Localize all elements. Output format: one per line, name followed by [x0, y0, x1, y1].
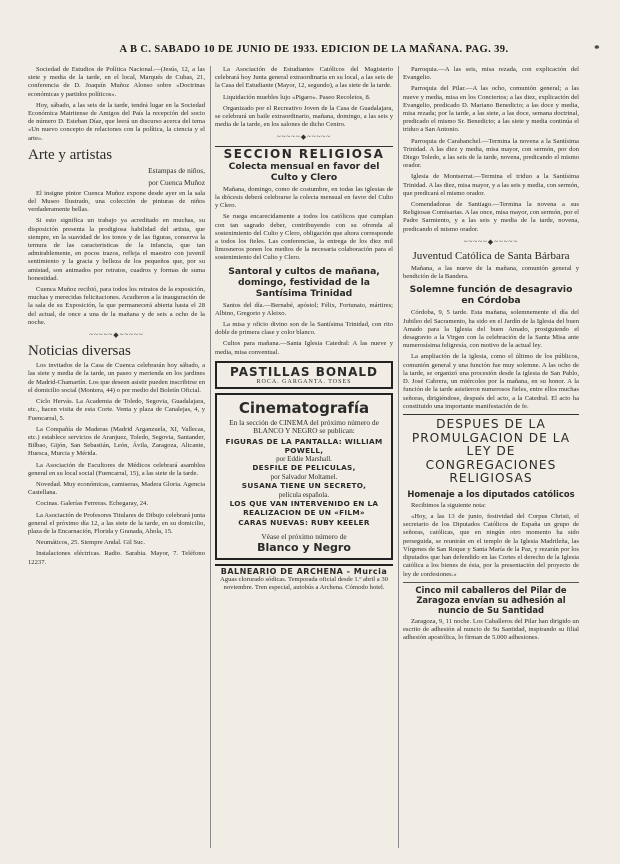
ad-cine-item: LOS QUE VAN INTERVENIDO EN LA REALIZACION DE UN «FILM» — [229, 499, 379, 517]
arte-subtitle: Estampas de niños, — [148, 165, 205, 175]
section-title-noticias: Noticias diversas — [28, 343, 131, 360]
juventud-paragraph: Mañana, a las nueve de la mañana, comunión general y bendición de la Bandera. — [403, 265, 579, 281]
noticia-item: Los invitados de la Casa de Cuenca celebrarán hoy sábado, a las siete y media de la tarde, un paseo y merienda en los jardines de Madrid-Chamartín. Los que deseen asistir pueden inscribirse en el domicilio social (Montera, 44) o por medio del Boletín Oficial. — [28, 362, 205, 394]
noticia-item: Cocinas. Galerías Ferreras. Echegaray, 24. — [36, 500, 148, 508]
noticia-item: La Asociación de Profesores Titulares de Dibujo celebrará junta general el próximo día 12, a las siete de la tarde, en su domicilio, plaza de la Encarnación, Florida y Granada, Ahola, 15. — [28, 511, 205, 535]
colecta-paragraph: Se ruega encarecidamente a todos los católicos que cumplan con tan sagrado deber, contribuyendo con su ofrenda al sostenimiento del Culto y Clero, obligación que ahora corresponde a todos los fieles. Las conferencias, la entrega de los diez mil limosneros ponen los medios de la necesaria colaboración para el sostenimiento del Culto y Clero. — [215, 213, 393, 262]
ad-cine-magazine: Blanco y Negro — [257, 540, 351, 554]
headline-santoral: Santoral y cultos de mañana, domingo, festividad de la Santísima Trinidad — [228, 265, 380, 299]
ornament-separator: ~~~~~◆~~~~~ — [463, 237, 519, 246]
culto-item: Iglesia de Montserrat.—Termina el triduo a la Santísima Trinidad. A las diez, misa mayor, y a las seis y media, con sermón, que predicará el mismo orador. — [403, 173, 579, 197]
ad-cine-item: SUSANA TIENE UN SECRETO, — [241, 481, 367, 491]
ad-balneario-text: Aguas clorurado sódicas. Temporada oficial desde 1.º abril a 30 noviembre. Tren especial, autobús a Archena. Cómodo hotel. — [220, 576, 388, 592]
ad-bonald-subtitle: ROCA. GARGANTA. TOSES — [256, 378, 352, 385]
ad-cine-footer: Véase el próximo número de — [261, 531, 347, 541]
ad-cine-subitem: por Salvador Moltamel. — [270, 473, 338, 482]
section-title-religiosa: SECCION RELIGIOSA — [215, 146, 393, 158]
headline-solemne-funcion: Solemne función de desagravio en Córdoba — [409, 284, 573, 307]
ad-pastillas-bonald — [215, 361, 393, 389]
noticia-item: La Compañía de Maderas (Madrid Arganzuela, XI, Vallecas, etc.) establece servicios de Aranjuez, Toledo, Segovia, Santander, Bilbao, Gijón, San Sebastián, León, Ávila, Zaragoza, Alicante, Huesca, Murcia y Mérida. — [28, 425, 205, 458]
article-sociedad-economica: Hoy, sábado, a las seis de la tarde, tendrá lugar en la Sociedad Económica Matritense de Amigos del País la recepción del socio de número D. Esteban Díaz, que leerá un discurso acerca del tema «Un nuevo concepto de relaciones con la política, la ciencia y el arte». — [28, 101, 205, 142]
page-header — [28, 44, 600, 60]
ornament-separator: ~~~~~◆~~~~~ — [276, 133, 332, 142]
solemne-paragraph: La ampliación de la iglesia, como el último de los públicos, comunión general y una función fue muy solemne. A las ocho de la tarde, se organizó una procesión desde la iglesia de San Pablo, D. José Cabrera, un miércoles por la mañana, en su honor. A la función de la tarde asistieron numerosos fieles, entre ellos muchas señoras, dirigiéndose, después del acto, a la Catedral. El acto ha constituido una importante manifestación de fe. — [403, 353, 579, 410]
article-politica-nacional: Sociedad de Estudios de Política Nacional.—(Jesús, 12, a las siete y media de la tarde, en el local, Marqués de Cubas, 21, conferencia de D. Joaquín Muñoz Alonso sobre «Doctrinas económicas y partidos políticos». — [28, 66, 205, 98]
ad-cine-intro: En la sección de CINEMA del próximo número de BLANCO Y NEGRO se publican: — [229, 417, 379, 436]
ad-bonald-title: PASTILLAS BONALD — [230, 364, 378, 379]
santoral-paragraph: Cultos para mañana.—Santa Iglesia Catedral: A las nueve y media, misa conventual. — [215, 340, 393, 356]
ad-balneario-title: BALNEARIO DE ARCHENA - Murcia — [220, 566, 388, 576]
ad-cine-title: Cinematografía — [238, 398, 370, 417]
culto-item: Parroquia del Pilar.—A las ocho, comunión general; a las nueve y media, misa en los Conciertos; a las diez, explicación del Evangelio, predicado D. Mariano Benedicto; a las doce y media, misa rezada; por la tarde, a las siete, a las doce, semana doctrinal, predicado el mismo Sr. Benedicto; a las siete y media continúa el triduo a San Antonio. — [403, 85, 579, 134]
culto-item: Parroquia de Carabanchel.—Termina la novena a la Santísima Trinidad. A las diez y media, misa mayor, con sermón, por don Diego Toledo, a las seis de la tarde, novena, predicando el mismo orador. — [403, 137, 579, 170]
noticia-item: Novedad. Muy económicas, camiseras, Madera Gloria. Agencia Castellana. — [28, 480, 205, 497]
ad-balneario-archena — [215, 564, 393, 593]
article-estudiantes-catolicos: La Asociación de Estudiantes Católicos del Magisterio celebrará hoy Junta general extraordinaria en su local, a las seis de la Casa del Estudiante (Mayor, 12, segundo), a las siete de la tarde. — [215, 66, 393, 90]
column-rule-2 — [398, 66, 399, 848]
solemne-paragraph: Córdoba, 9, 5 tarde. Esta mañana, solemnemente el día del Jubileo del Sacramento, ha sido en el Jardín de la Iglesia del buen Amado para la Iglesia del buen Amado, prosiguiendo el desagravio a la Virgen con la celebración de la Santa Misa ante numerosísima feligresía, con motivo de la actual ley. — [403, 309, 579, 350]
ad-cine-item: CARAS NUEVAS: RUBY KEELER — [238, 518, 370, 528]
headline-homenaje: Homenaje a los diputados católicos — [407, 488, 575, 499]
ad-cine-subitem: por Eddie Marshall. — [276, 455, 332, 464]
column-rule-1 — [210, 66, 211, 848]
ad-cinematografia — [215, 393, 393, 560]
noticia-item: Neumáticos, 25. Siempre Andal. Gil Suc. — [36, 539, 145, 547]
ad-cine-subitem: película española. — [278, 490, 330, 499]
culto-item: Parroquia.—A las seis, misa rezada, con explicación del Evangelio. — [403, 66, 579, 82]
ornament-separator: ~~~~~◆~~~~~ — [89, 331, 144, 340]
headline-juventud-catolica: Juventud Católica de Santa Bárbara — [412, 250, 570, 263]
headline-colecta: Colecta mensual en favor del Culto y Clero — [228, 160, 380, 183]
noticia-item: La Asociación de Escultores de Médicos celebrará asamblea general en su local social (Fuencarral, 15), a las siete de la tarde. — [28, 461, 205, 477]
arte-paragraph: Cuenca Muñoz recibió, para todos los retratos de la exposición, muchas y merecidas felicitaciones. Acudieron a la inauguración de la sala de su Exposición, la que permanecerá abierta hasta el 28 del actual, de once a una de la mañana y de seis a ocho de la noche. — [28, 286, 205, 326]
homenaje-paragraph: Recibimos la siguiente nota: — [411, 501, 486, 509]
homenaje-paragraph: «Hoy, a las 13 de junio, festividad del Corpus Christi, el secretario de los Diputados Católicos de España un grupo de señoras, católicas, que en ningún otro momento ha sido perseguida, se reunirán en el templo de la Iglesia Madrileña, las Vírgenes de San Roque y Santa María de la Paz, y rezarán por los diputados que han defendido en las Cortes el derecho de la Iglesia católica a los bienes de ésta, por la presentación del proyecto de ley de confesiones.» — [403, 513, 579, 578]
colecta-paragraph: Mañana, domingo, como de costumbre, en todas las iglesias de la diócesis deberá celebrarse la colecta mensual en favor del Culto y Clero. — [215, 185, 393, 210]
arte-byline: por Cuenca Muñoz — [148, 177, 205, 187]
article-liquidacion-muebles: Liquidación muebles lujo «Pigaro». Paseo Recoletos, 8. — [223, 93, 371, 101]
header-text: A B C. SABADO 10 DE JUNIO DE 1933. EDICION DE LA MAÑANA. PAG. 39. — [119, 44, 509, 55]
arte-paragraph: Si esto significa un trabajo ya acreditado en muchas, su disposición presenta la prodigiosa habilidad del artista, que siempre, en la suavidad de los tonos y de las figuras, conserva la ternura de las caracteristicas de la infancia, que tan admirablemente, en pocos trazos, refleja el maestro con juvenil sentimiento y la gracia y belleza de los pequeños que, por su amistad, son animados por retratos, cuadros y formas de suma honestidad. — [28, 217, 205, 282]
ad-cine-item: FIGURAS DE LA PANTALLA: WILLIAM POWELL, — [225, 437, 383, 455]
noticia-item: Ciclo Hervás. La Academia de Toledo, Segovia, Guadalajara, etc., hacen visita de esta Corte. Venta y plaza de Canalejas, 4, y Fuencarral, 5. — [28, 398, 205, 422]
santoral-paragraph: La misa y oficio divino son de la Santísima Trinidad, con rito doble de primera clase y color blanco. — [215, 321, 393, 337]
headline-cinco-mil-caballeros: Cinco mil caballeros del Pilar de Zaragoza envían su adhesión al nuncio de Su Santidad — [403, 582, 579, 615]
headline-ley-congregaciones: DESPUES DE LA PROMULGACION DE LA LEY DE CONGREGACIONES RELIGIOSAS — [403, 414, 579, 486]
santoral-paragraph: Santos del día.—Bernabé, apóstol; Félix, Fortunato, mártires; Albino, Gregorio y Aleixo. — [215, 301, 393, 317]
article-baile-guadalajara: Organizado por el Recreativo Joven de la Casa de Guadalajara, se celebrará un baile extraordinario, mañana, domingo, a las seis y media de la tarde, en los salones de dicho Centro. — [215, 104, 393, 129]
column-1 — [28, 66, 205, 850]
caballeros-paragraph: Zaragoza, 9, 11 noche. Los Caballeros del Pilar han dirigido un escrito de adhesión al nuncio de Su Santidad, inspirando su filial adhesión apostólica, lo firman de 5.000 adhesiones. — [403, 617, 579, 642]
section-title-arte: Arte y artistas — [28, 146, 113, 163]
noticia-item: Instalaciones eléctricas. Radio. Sarabia. Mayor, 7. Teléfono 12237. — [28, 550, 205, 566]
ad-cine-item: DESFILE DE PELICULAS, — [252, 463, 356, 473]
column-3 — [403, 66, 579, 850]
culto-item: Comendadoras de Santiago.—Termina la novena a sus Religiosas Comisarias. A las once, misa mayor, con sermón, por el Padre Sarmiento, y a las seis y media de la tarde, novena, predicando el mismo orador. — [403, 201, 579, 233]
column-2 — [215, 66, 393, 850]
header-mark: * — [594, 43, 600, 55]
arte-paragraph: El insigne pintor Cuenca Muñoz expone desde ayer en la sala del Museo Ilustrado, una colección de pinturas de niños verdaderamente bellas. — [28, 189, 205, 214]
